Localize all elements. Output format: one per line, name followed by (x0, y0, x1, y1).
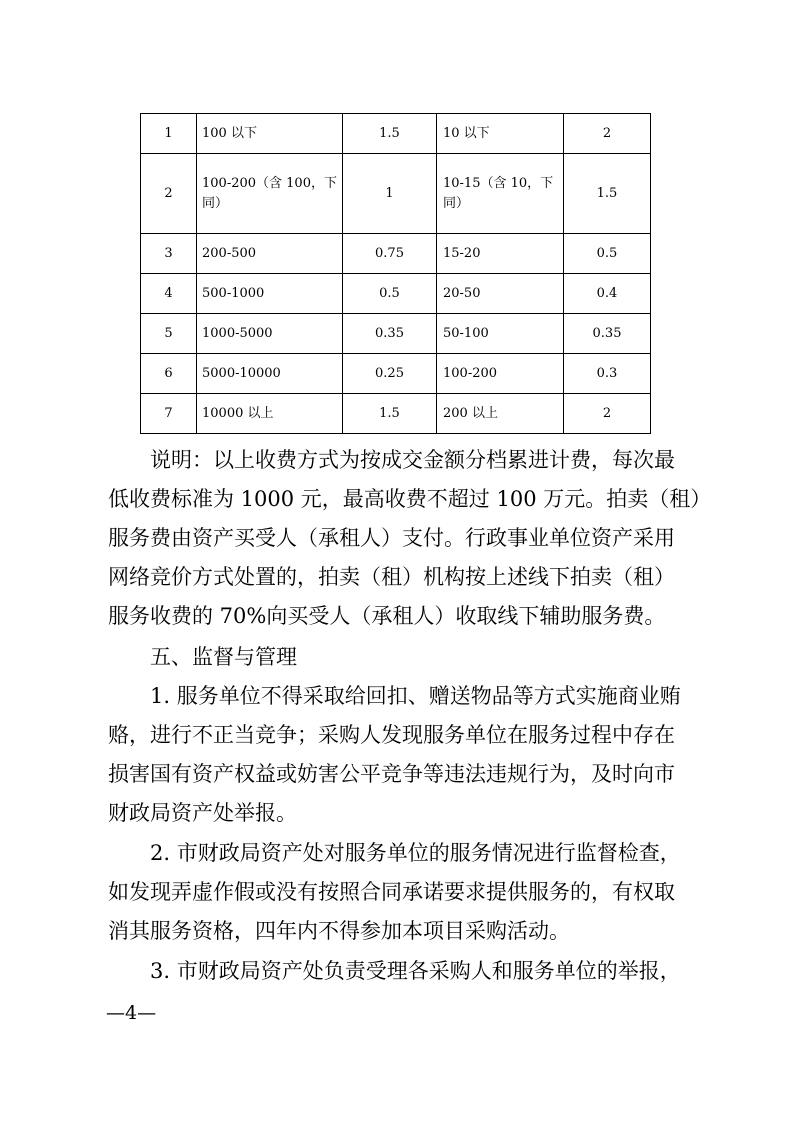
amount-range-a: 200-500 (197, 234, 343, 274)
text-line: 如发现弄虚作假或没有按照合同承诺要求提供服务的，有权取 (108, 880, 675, 904)
amount-range-b: 15-20 (437, 234, 564, 274)
amount-range-b: 10-15（含 10，下同） (437, 154, 564, 234)
row-index: 4 (141, 274, 197, 314)
row-index: 6 (141, 354, 197, 394)
amount-range-b: 50-100 (437, 314, 564, 354)
rate-a: 0.25 (343, 354, 437, 394)
row-index: 5 (141, 314, 197, 354)
rate-b: 0.4 (564, 274, 651, 314)
text-line: 低收费标准为 1000 元，最高收费不超过 100 万元。拍卖（租） (108, 487, 712, 511)
amount-range-b: 20-50 (437, 274, 564, 314)
amount-range-a: 100-200（含 100，下同） (197, 154, 343, 234)
text-line: 服务费由资产买受人（承租人）支付。行政事业单位资产采用 (108, 526, 675, 550)
rate-b: 0.5 (564, 234, 651, 274)
row-index: 3 (141, 234, 197, 274)
rate-b: 0.35 (564, 314, 651, 354)
item-2-paragraph (108, 834, 688, 951)
text-line: 消其服务资格，四年内不得参加本项目采购活动。 (108, 919, 570, 943)
rate-a: 0.35 (343, 314, 437, 354)
rate-b: 1.5 (564, 154, 651, 234)
item-1-paragraph (108, 677, 688, 833)
text-line: 说明：以上收费方式为按成交金额分档累进计费，每次最 (150, 448, 675, 472)
text-line: 赂，进行不正当竞争；采购人发现服务单位在服务过程中存在 (108, 723, 675, 747)
rate-b: 2 (564, 394, 651, 434)
amount-range-b: 200 以上 (437, 394, 564, 434)
table-row (141, 154, 651, 234)
text-line: 损害国有资产权益或妨害公平竞争等违法违规行为，及时向市 (108, 762, 675, 786)
rate-a: 1.5 (343, 114, 437, 154)
amount-range-a: 10000 以上 (197, 394, 343, 434)
row-index: 2 (141, 154, 197, 234)
rate-a: 1 (343, 154, 437, 234)
fee-rate-table (140, 113, 651, 434)
amount-range-a: 100 以下 (197, 114, 343, 154)
text-line: 财政局资产处举报。 (108, 801, 297, 825)
text-line: 网络竞价方式处置的，拍卖（租）机构按上述线下拍卖（租） (108, 565, 675, 589)
item-3-paragraph (108, 952, 688, 991)
table-row (141, 394, 651, 434)
amount-range-b: 100-200 (437, 354, 564, 394)
amount-range-b: 10 以下 (437, 114, 564, 154)
text-line: 3. 市财政局资产处负责受理各采购人和服务单位的举报， (150, 959, 681, 983)
rate-a: 0.5 (343, 274, 437, 314)
rate-b: 2 (564, 114, 651, 154)
page-number: —4— (106, 1002, 157, 1024)
table-row (141, 274, 651, 314)
rate-b: 0.3 (564, 354, 651, 394)
section-heading: 五、监督与管理 (150, 645, 297, 669)
text-line: 1. 服务单位不得采取给回扣、赠送物品等方式实施商业贿 (150, 684, 681, 708)
table-row (141, 314, 651, 354)
table-row (141, 234, 651, 274)
table-row (141, 114, 651, 154)
text-line: 2. 市财政局资产处对服务单位的服务情况进行监督检查， (150, 841, 681, 865)
row-index: 7 (141, 394, 197, 434)
fee-note-paragraph (108, 441, 712, 636)
amount-range-a: 5000-10000 (197, 354, 343, 394)
rate-a: 0.75 (343, 234, 437, 274)
amount-range-a: 1000-5000 (197, 314, 343, 354)
amount-range-a: 500-1000 (197, 274, 343, 314)
table-row (141, 354, 651, 394)
rate-a: 1.5 (343, 394, 437, 434)
row-index: 1 (141, 114, 197, 154)
text-line: 服务收费的 70%向买受人（承租人）收取线下辅助服务费。 (108, 604, 666, 628)
